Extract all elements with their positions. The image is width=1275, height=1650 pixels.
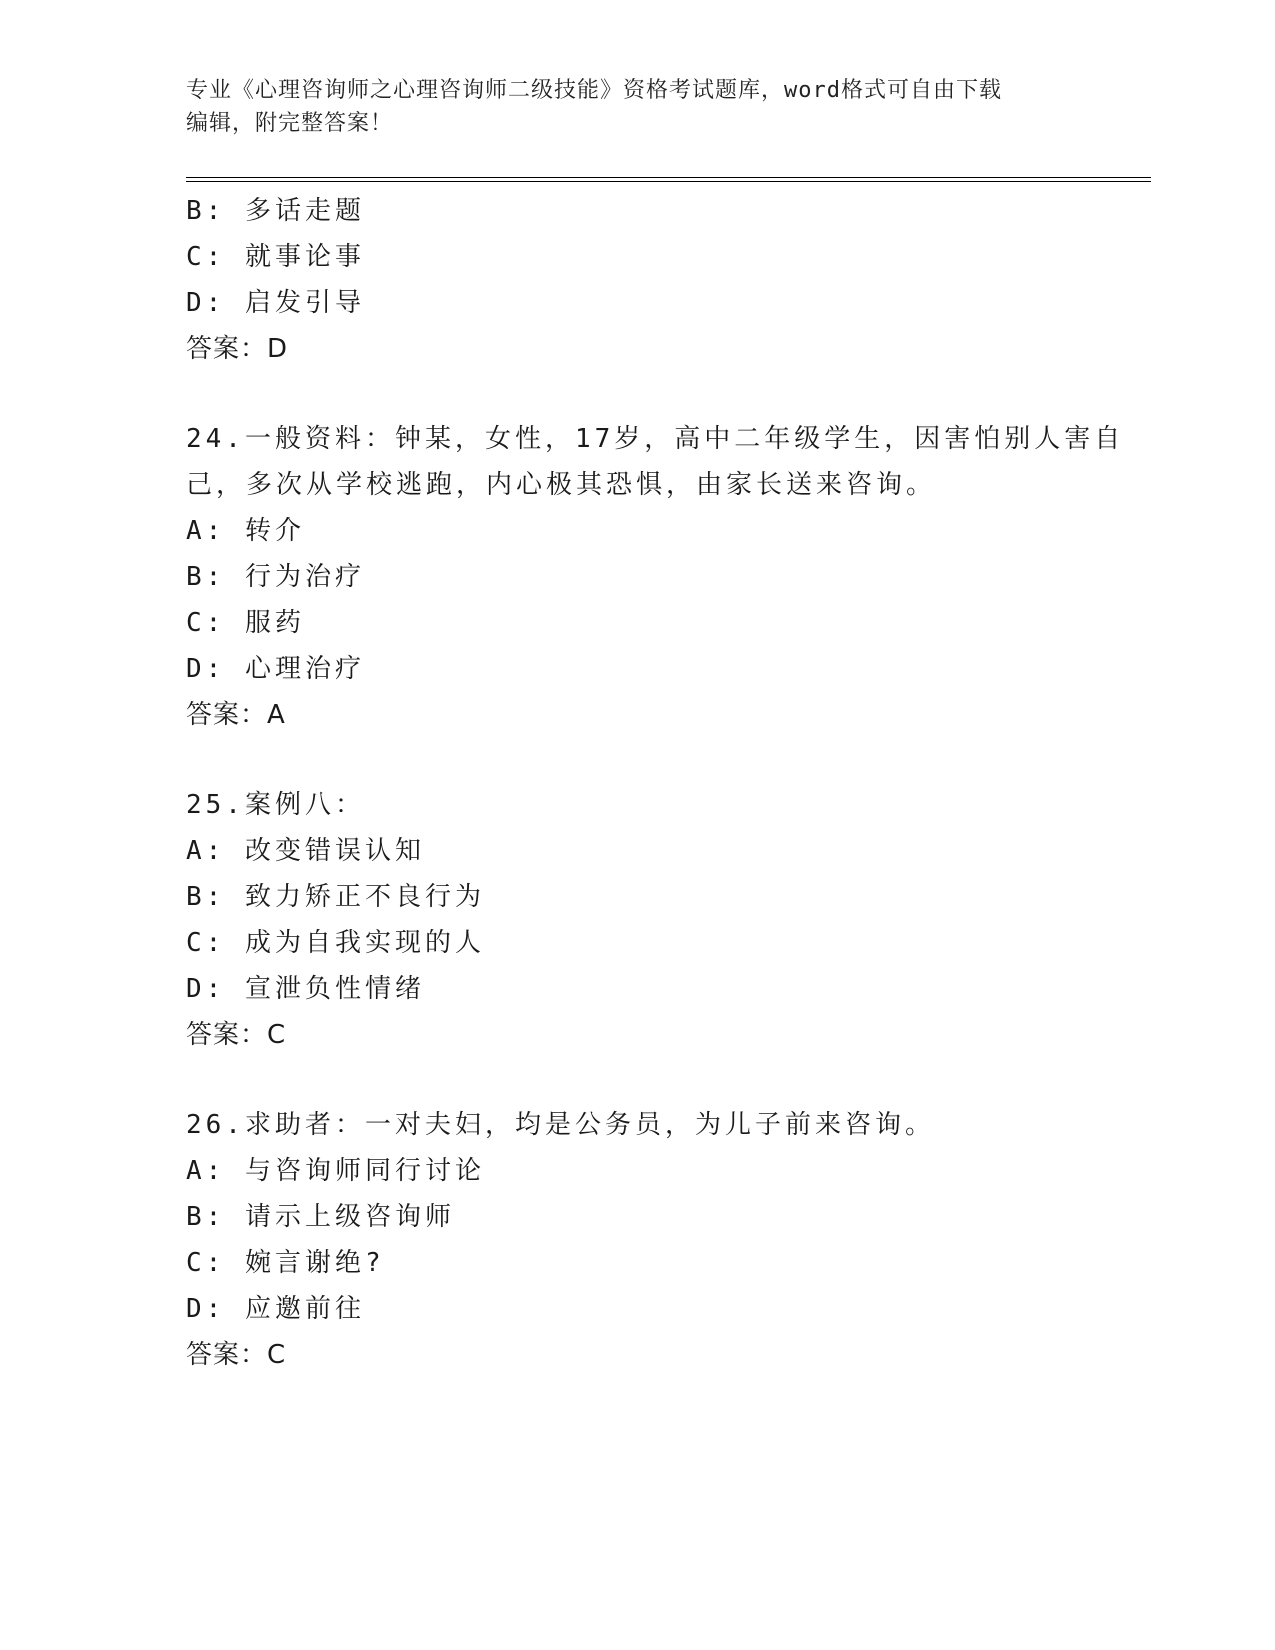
question-stem-line-2: 己，多次从学校逃跑，内心极其恐惧，由家长送来咨询。 [186,470,937,500]
answer: 答案：A [186,700,286,730]
header-line-2: 编辑，附完整答案！ [186,111,394,136]
option-a: A: 改变错误认知 [186,836,425,866]
option-a: A: 与咨询师同行讨论 [186,1156,485,1186]
option-d: D: 宣泄负性情绪 [186,974,425,1004]
option-d: D: 应邀前往 [186,1294,365,1324]
header-rule-top [186,177,1151,178]
header-line-1: 专业《心理咨询师之心理咨询师二级技能》资格考试题库，word格式可自由下载 [186,78,1002,103]
answer: 答案：C [186,1340,287,1370]
option-c: C: 服药 [186,608,305,638]
option-c: C: 就事论事 [186,242,365,272]
option-c: C: 成为自我实现的人 [186,928,485,958]
header-rule-bottom [186,181,1151,182]
option-c: C: 婉言谢绝? [186,1248,385,1278]
question-26 [186,1102,1106,1378]
question-stem: 25.案例八： [186,790,365,820]
spacer [186,372,1106,416]
answer: 答案：D [186,334,289,364]
spacer [186,738,1106,782]
option-b: B: 多话走题 [186,196,365,226]
page-header [186,74,1066,140]
question-23 [186,188,1106,372]
spacer [186,1058,1106,1102]
option-b: B: 致力矫正不良行为 [186,882,485,912]
question-25 [186,782,1106,1058]
option-a: A: 转介 [186,516,305,546]
answer: 答案：C [186,1020,287,1050]
question-stem-line-1: 24.一般资料：钟某，女性，17岁，高中二年级学生，因害怕别人害自 [186,424,1125,454]
question-stem: 26.求助者：一对夫妇，均是公务员，为儿子前来咨询。 [186,1110,935,1140]
option-b: B: 行为治疗 [186,562,365,592]
option-d: D: 心理治疗 [186,654,365,684]
question-24 [186,416,1125,738]
option-b: B: 请示上级咨询师 [186,1202,455,1232]
question-list [186,188,1125,1378]
option-d: D: 启发引导 [186,288,365,318]
